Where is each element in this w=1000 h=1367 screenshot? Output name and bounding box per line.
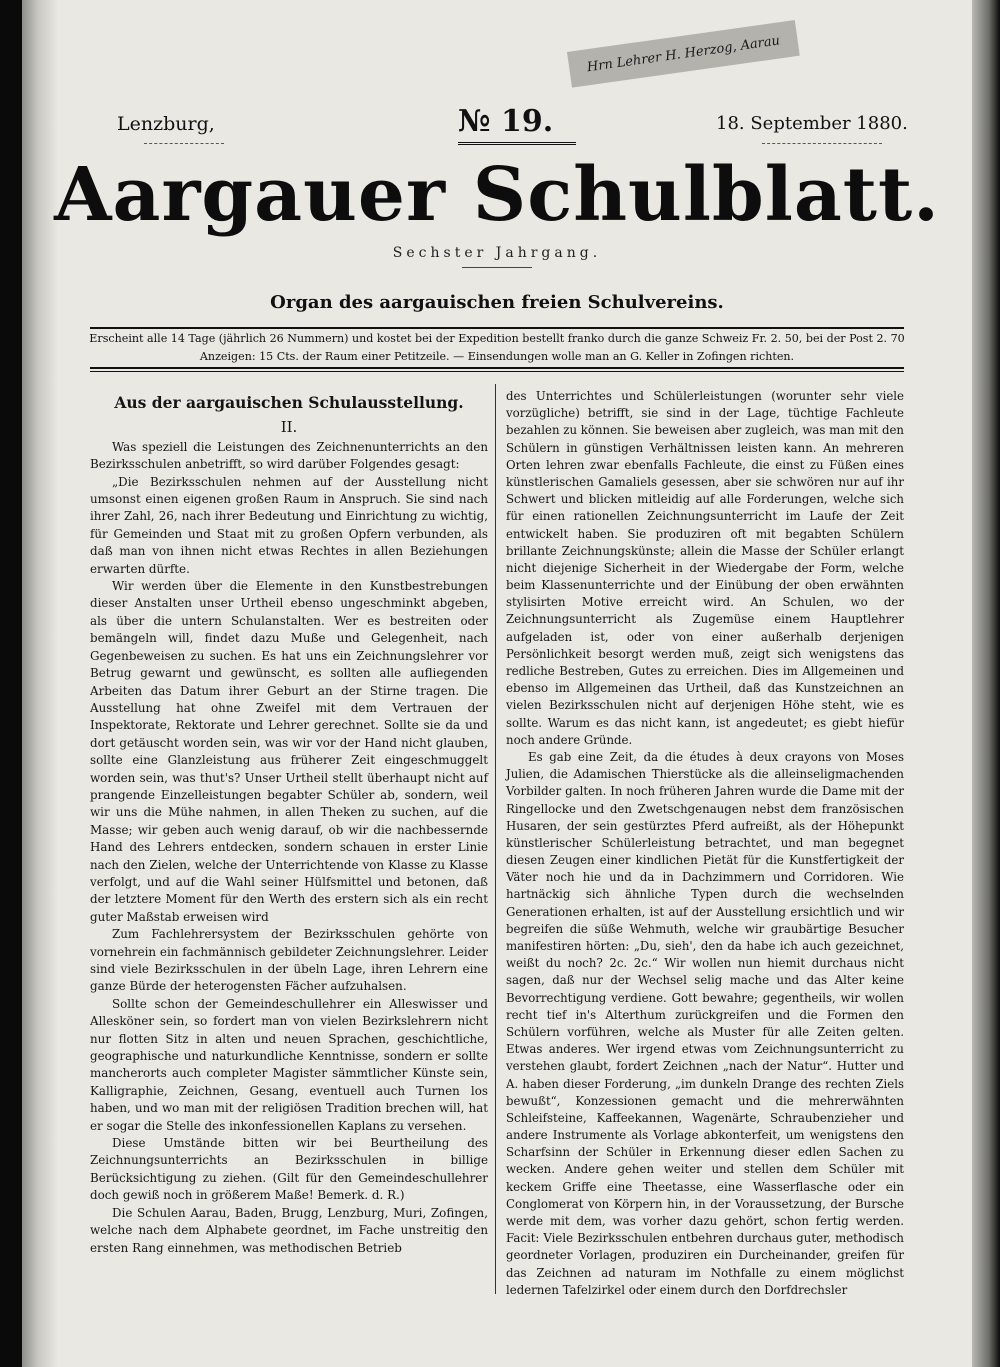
left-column: [90, 388, 488, 1257]
paragraph: Es gab eine Zeit, da die études à deux crayons von Moses Julien, die Adamischen Thierstücke als die alleinseligmachenden Vorbilder galten. In noch früheren Jahren wurde die Dame mit der Ringellocke und den Zwetschgenaugen nebst dem französischen Husaren, der sein gestürztes Pferd aufreißt, als der Höhepunkt künstlerischer Schülerleistung betrachtet, und man begegnet diesen Zeugen einer kindlichen Pietät für die Kunstfertigkeit der Väter noch hie und da in Dachzimmern und Corridoren. Wie hartnäckig sich ähnliche Typen durch die wechselnden Generationen erhalten, ist auf der Ausstellung ersichtlich und wir begreifen die süße Wehmuth, welche wir graubärtige Besucher manifestiren hörten: „Du, sieh', den da habe ich auch gezeichnet, weißt du noch? 2c. 2c.“ Wir wollen nun hiemit durchaus nicht sagen, daß nur der Wechsel selig mache und das Alter keine Bevorrechtigung verdiene. Gott bewahre; gegentheils, wir wollen recht tief in's Alterthum zurückgreifen und die Formen den Schülern vorführen, welche als Muster für alle Zeiten gelten. Etwas anderes. Wer irgend etwas vom Zeichnungsunterricht zu verstehen glaubt, fordert Zeichnen „nach der Natur“. Hutter und A. haben dieser Forderung, „im dunkeln Drange des rechten Ziels bewußt“, Konzessionen gemacht und die mehrerwähnten Schleifsteine, Kaffeekannen, Wagenärte, Schraubenzieher und andere Instrumente als Vorlage abkonterfeit, um wenigstens den Scharfsinn der Schüler in Erkennung dieser edlen Sachen zu wecken. Andere gehen weiter und stellen dem Schüler mit keckem Griffe eine Theetasse, eine Wasserflasche oder ein Conglomerat von Körpern hin, in der Voraussetzung, der Bursche werde mit dem, was vorher dazu gehört, schon fertig werden. Facit: Viele Bezirksschulen entbehren durchaus guter, methodisch geordneter Vorlagen, produziren ein Durcheinander, greifen für das Zeichnen ad naturam im Nothfalle zu einem möglichst ledernen Tafelzirkel oder einem durch den Dorfdrechsler: [506, 749, 904, 1297]
volume-rule: [462, 267, 532, 268]
address-label: Hrn Lehrer H. Herzog, Aarau: [567, 20, 800, 88]
paragraph: Die Schulen Aarau, Baden, Brugg, Lenzburg, Muri, Zofingen, welche nach dem Alphabete geordnet, im Fache unstreitig den ersten Rang einnehmen, was methodischen Betrieb: [90, 1205, 488, 1255]
paragraph: Diese Umstände bitten wir bei Beurtheilung des Zeichnungsunterrichts an Bezirksschulen in billige Berücksichtigung zu ziehen. (Gilt für den Gemeindeschullehrer doch gewiß noch in größerem Maße! Bemerk. d. R.): [90, 1136, 488, 1203]
issue-underline: [458, 142, 576, 145]
article-part-number: II.: [280, 418, 298, 437]
info-bottom-rule: [90, 367, 904, 369]
issue-number: № 19.: [458, 104, 554, 139]
subscription-info: [88, 330, 906, 366]
scan-edge-shadow: [972, 0, 1000, 1367]
paragraph: „Die Bezirksschulen nehmen auf der Ausstellung nicht umsonst einen eigenen großen Raum in Anspruch. Sie sind nach ihrer Zahl, 26, nach ihrer Bedeutung und Einrichtung zu wichtig, für Gemeinden und Staat mit zu großen Opfern verbunden, als daß man von ihnen nicht etwas Rechtes in allen Beziehungen erwarten dürfte.: [90, 474, 488, 576]
column-divider: [495, 384, 496, 1294]
place-of-publication: Lenzburg,: [117, 113, 215, 135]
organ-subtitle: Organ des aargauischen freien Schulvereins.: [270, 292, 724, 313]
date-dash-ornament: [762, 143, 882, 144]
paragraph: Zum Fachlehrersystem der Bezirksschulen gehörte von vornehrein ein fachmännisch gebildeter Zeichnungslehrer. Leider sind viele Bezirksschulen in der übeln Lage, ihren Lehrern eine ganze Bürde der heterogensten Fächer aufzuhalsen.: [90, 927, 488, 994]
article-title: Aus der aargauischen Schulausstellung.: [114, 393, 464, 412]
right-column: [506, 388, 904, 1299]
newspaper-title: Aargauer Schulblatt.: [54, 152, 940, 238]
info-top-rule: [90, 327, 904, 329]
paragraph: Sollte schon der Gemeindeschullehrer ein Alleswisser und Allesköner sein, so fordert man von vielen Bezirkslehrern nicht nur flotten Sitz in alten und neuen Sprachen, geschichtliche, geographische und naturkundliche Kenntnisse, sondern er sollte mancherorts auch completer Magister sämmtlicher Künste sein, Kalligraphie, Zeichnen, Gesang, eventuell auch Turnen los haben, und wo man mit der religiösen Tradition brechen will, hat er sogar die Stelle des inkonfessionellen Kaplans zu versehen.: [90, 996, 488, 1133]
info-bottom-rule-thin: [90, 371, 904, 372]
paragraph: Wir werden über die Elemente in den Kunstbestrebungen dieser Anstalten unser Urtheil ebenso ungeschminkt abgeben, als über die untern Schulanstalten. Wer es bestreiten oder bemängeln will, findet dazu Muße und Gelegenheit, nach Gegenbeweisen zu suchen. Es hat uns ein Zeichnungslehrer vor Betrug gewarnt und gewünscht, es sollten alle aufliegenden Arbeiten das Datum ihrer Geburt an der Stirne tragen. Die Ausstellung hat ohne Zweifel mit dem Vertrauen der Inspektorate, Rektorate und Lehrer gerechnet. Sollte sie da und dort getäuscht worden sein, was wir vor der Hand nicht glauben, sollte eine Glanzleistung aus früherer Zeit eingeschmuggelt worden sein, was thut's? Unser Urtheil stellt überhaupt nicht auf prangende Einzelleistungen begabter Schüler ab, sondern, weil wir uns die Mühe nahmen, in allen Theken zu suchen, auf die Masse; wir geben auch wenig darauf, ob wir die nachbessernde Hand des Lehrers entdecken, sondern schauen in erster Linie nach den Zielen, welche der Unterrichtende von Klasse zu Klasse verfolgt, und auf die Wahl seiner Hülfsmittel und betonen, daß der letztere Moment für den Werth des erstern sich als ein recht guter Maßstab erweisen wird: [90, 579, 488, 924]
paragraph: des Unterrichtes und Schülerleistungen (worunter sehr viele vorzügliche) betrifft, sie sind in der Lage, tüchtige Fachleute bezahlen zu können. Sie beweisen aber zugleich, was man mit den Schülern in günstigen Verhältnissen leisten kann. An mehreren Orten lehren zwar ebenfalls Fachleute, die einst zu Füßen eines künstlerischen Gamaliels gesessen, aber sie schwören nur auf ihr Schwert und blicken mitleidig auf alle Forderungen, welche sich für einen rationellen Zeichnungsunterricht im Laufe der Zeit entwickelt haben. Sie produziren oft mit begabten Schülern brillante Zeichnungskünste; allein die Masse der Schüler erlangt nicht diejenige Sicherheit in der Wiedergabe der Form, welche beim Klassenunterrichte und der Einübung der oben erwähnten stylisirten Motive erreicht wird. An Schulen, wo der Zeichnungsunterricht als Zugemüse einem Hauptlehrer aufgeladen ist, oder von einer außerhalb derjenigen Persönlichkeit besorgt werden muß, zeigt sich wenigstens das redliche Bestreben, Gutes zu erreichen. Dies im Allgemeinen und ebenso im Allgemeinen das Urtheil, daß das Kunstzeichnen an vielen Bezirksschulen nicht auf derjenigen Höhe steht, wie es sollte. Warum es das nicht kann, ist angedeutet; es giebt hiefür noch andere Gründe.: [506, 389, 904, 747]
subscription-line: Erscheint alle 14 Tage (jährlich 26 Nummern) und kostet bei der Expedition bestellt franko durch die ganze Schweiz Fr. 2. 50, bei der Post 2. 70: [89, 332, 905, 345]
issue-date: 18. September 1880.: [716, 113, 908, 134]
volume-line: Sechster Jahrgang.: [392, 245, 602, 261]
newspaper-page: [22, 0, 972, 1367]
place-dash-ornament: [144, 143, 224, 144]
paragraph: Was speziell die Leistungen des Zeichnenunterrichts an den Bezirksschulen anbetrifft, so wird darüber Folgendes gesagt:: [90, 439, 488, 472]
advertising-line: Anzeigen: 15 Cts. der Raum einer Petitzeile. — Einsendungen wolle man an G. Keller in Zofingen richten.: [199, 350, 795, 363]
